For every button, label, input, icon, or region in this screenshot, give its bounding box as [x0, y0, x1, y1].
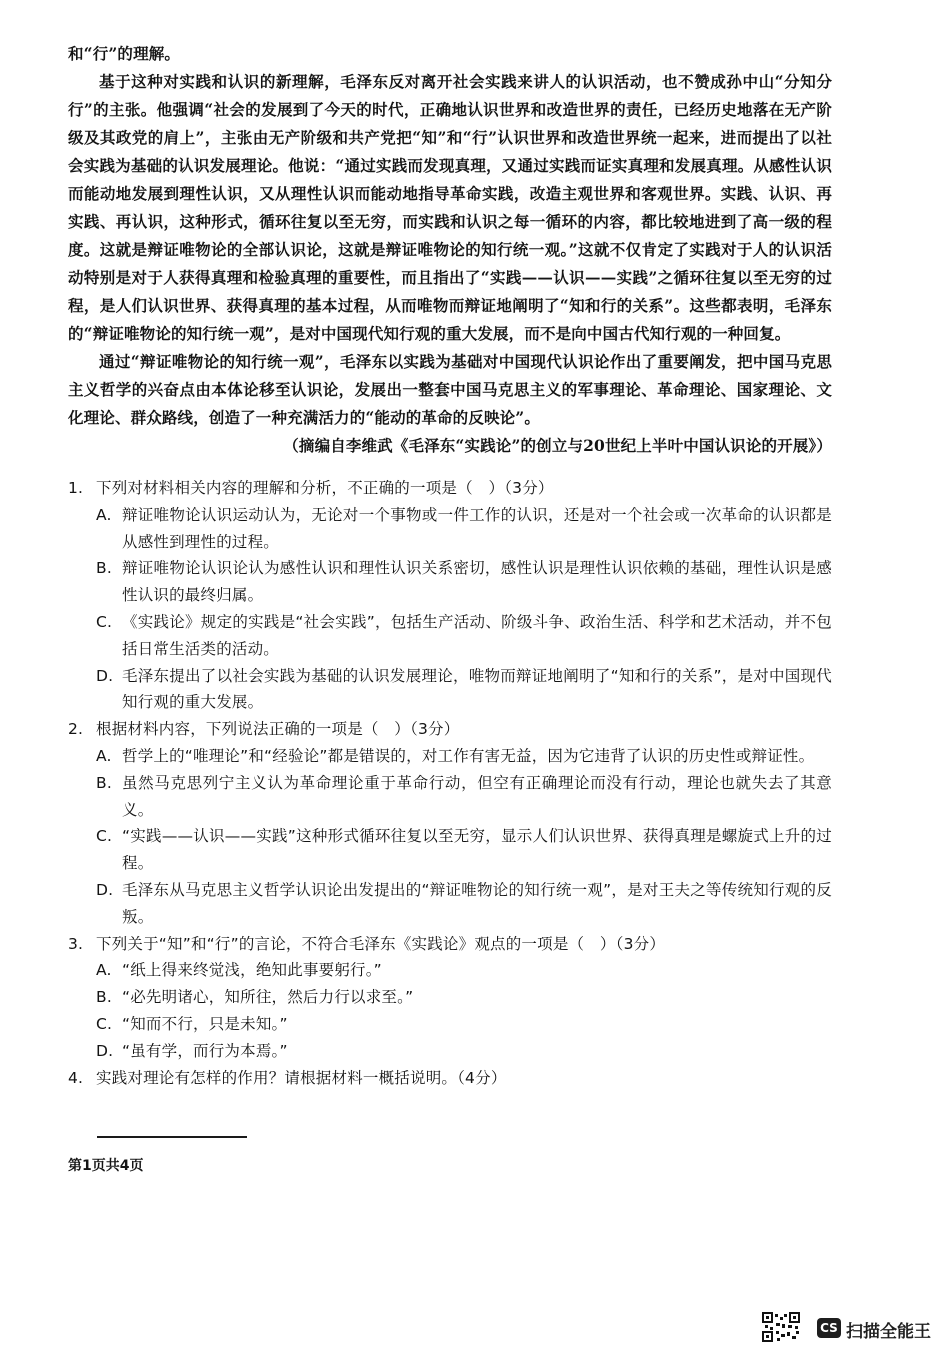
option-letter: A.: [96, 746, 112, 765]
option-letter: B.: [96, 559, 112, 578]
passage-paragraph: 通过“辩证唯物论的知行统一观”，毛泽东以实践为基础对中国现代认识论作出了重要阐发，把中国马克思主义哲学的兴奋点由本体论移至认识论，发展出一整套中国马克思主义的军事理论、革命理论、国家理论、文化理论、群众路线，创造了一种充满活力的“能动的革命的反映论”。: [68, 352, 832, 427]
passage-paragraph: 和“行”的理解。: [68, 44, 181, 63]
option-text: 毛泽东提出了以社会实践为基础的认识发展理论，唯物而辩证地阐明了“知和行的关系”，是对中国现代知行观的重大发展。: [122, 666, 832, 712]
answer-line: [97, 1136, 247, 1138]
option-letter: D.: [96, 880, 114, 899]
question-1: [68, 475, 832, 716]
option-text: 虽然马克思列宁主义认为革命理论重于革命行动，但空有正确理论而没有行动，理论也就失去了其意义。: [122, 773, 832, 819]
question-2: [68, 716, 832, 930]
option-text: 辩证唯物论认识运动认为，无论对一个事物或一件工作的认识，还是对一个社会或一次革命的认识都是从感性到理性的过程。: [122, 505, 832, 551]
question-number: 1.: [68, 479, 84, 497]
option-text: 毛泽东从马克思主义哲学认识论出发提出的“辩证唯物论的知行统一观”，是对王夫之等传统知行观的反叛。: [122, 880, 832, 926]
option-text: “虽有学，而行为本焉。”: [122, 1041, 288, 1060]
option-letter: D.: [96, 1041, 114, 1060]
option-d: [96, 663, 832, 717]
option-text: “实践——认识——实践”这种形式循环往复以至无穷，显示人们认识世界、获得真理是螺旋式上升的过程。: [122, 827, 832, 873]
option-a: [96, 502, 832, 556]
option-c: [96, 1011, 832, 1038]
option-letter: C.: [96, 612, 113, 631]
option-text: 辩证唯物论认识论认为感性认识和理性认识关系密切，感性认识是理性认识依赖的基础，理性认识是感性认识的最终归属。: [122, 559, 832, 605]
question-stem: 实践对理论有怎样的作用？请根据材料一概括说明。（4分）: [96, 1068, 507, 1087]
option-a: [96, 957, 832, 984]
option-letter: A.: [96, 505, 112, 524]
option-text: 《实践论》规定的实践是“社会实践”，包括生产活动、阶级斗争、政治生活、科学和艺术活动，并不包括日常生活类的活动。: [122, 612, 832, 658]
scanner-brand-text: 扫描全能王: [846, 1322, 931, 1342]
camscanner-logo: CS: [817, 1318, 841, 1338]
option-letter: C.: [96, 827, 113, 846]
question-4: [68, 1065, 832, 1092]
question-number: 2.: [68, 720, 84, 739]
question-stem: 下列对材料相关内容的理解和分析，不正确的一项是（ ）（3分）: [96, 479, 554, 497]
reading-passage: [68, 40, 832, 460]
option-c: [96, 609, 832, 663]
option-letter: B.: [96, 773, 112, 792]
option-b: [96, 770, 832, 824]
question-number: 4.: [68, 1068, 84, 1087]
question-stem: 根据材料内容，下列说法正确的一项是（ ）（3分）: [96, 720, 460, 739]
page-number: 第1页共4页: [68, 1158, 144, 1174]
question-list: [68, 475, 832, 1091]
passage-source: （摘编自李维武《毛泽东“实践论”的创立与20世纪上半叶中国认识论的开展》）: [283, 436, 832, 455]
passage-paragraph: 基于这种对实践和认识的新理解，毛泽东反对离开社会实践来讲人的认识活动，也不赞成孙中山“分知分行”的主张。他强调“社会的发展到了今天的时代，正确地认识世界和改造世界的责任，已经历史地落在无产阶级及其政党的肩上”，主张由无产阶级和共产党把“知”和“行”认识世界和改造世界统一起来，进而提出了以社会实践为基础的认识发展理论。他说：“通过实践而发现真理，又通过实践而证实真理和发展真理。从感性认识而能动地发展到理性认识，又从理性认识而能动地指导革命实践，改造主观世界和客观世界。实践、认识、再实践、再认识，这种形式，循环往复以至无穷，而实践和认识之每一循环的内容，都比较地进到了高一级的程度。这就是辩证唯物论的全部认识论，这就是辩证唯物论的知行统一观。”这就不仅肯定了实践对于人的认识活动特别是对于人获得真理和检验真理的重要性，而且指出了“实践——认识——实践”之循环往复以至无穷的过程，是人们认识世界、获得真理的基本过程，从而唯物而辩证地阐明了“知和行的关系”。这些都表明，毛泽东的“辩证唯物论的知行统一观”，是对中国现代知行观的重大发展，而不是向中国古代知行观的一种回复。: [68, 72, 832, 343]
option-d: [96, 877, 832, 931]
option-text: “纸上得来终觉浅，绝知此事要躬行。”: [122, 961, 382, 980]
question-3: [68, 931, 832, 1065]
option-d: [96, 1038, 832, 1065]
question-stem: 下列关于“知”和“行”的言论，不符合毛泽东《实践论》观点的一项是（ ）（3分）: [96, 934, 666, 953]
option-text: “知而不行，只是未知。”: [122, 1014, 288, 1033]
option-text: “必先明诸心，知所往，然后力行以求至。”: [122, 988, 414, 1007]
question-number: 3.: [68, 934, 84, 953]
scanner-watermark: [762, 1310, 950, 1345]
option-text: 哲学上的“唯理论”和“经验论”都是错误的，对工作有害无益，因为它违背了认识的历史性或辩证性。: [122, 746, 815, 765]
option-b: [96, 555, 832, 609]
option-a: [96, 743, 832, 770]
option-b: [96, 984, 832, 1011]
qr-code-icon: [762, 1312, 800, 1342]
option-letter: A.: [96, 961, 112, 980]
option-c: [96, 823, 832, 877]
option-letter: B.: [96, 988, 112, 1007]
option-letter: D.: [96, 666, 114, 685]
option-letter: C.: [96, 1014, 113, 1033]
